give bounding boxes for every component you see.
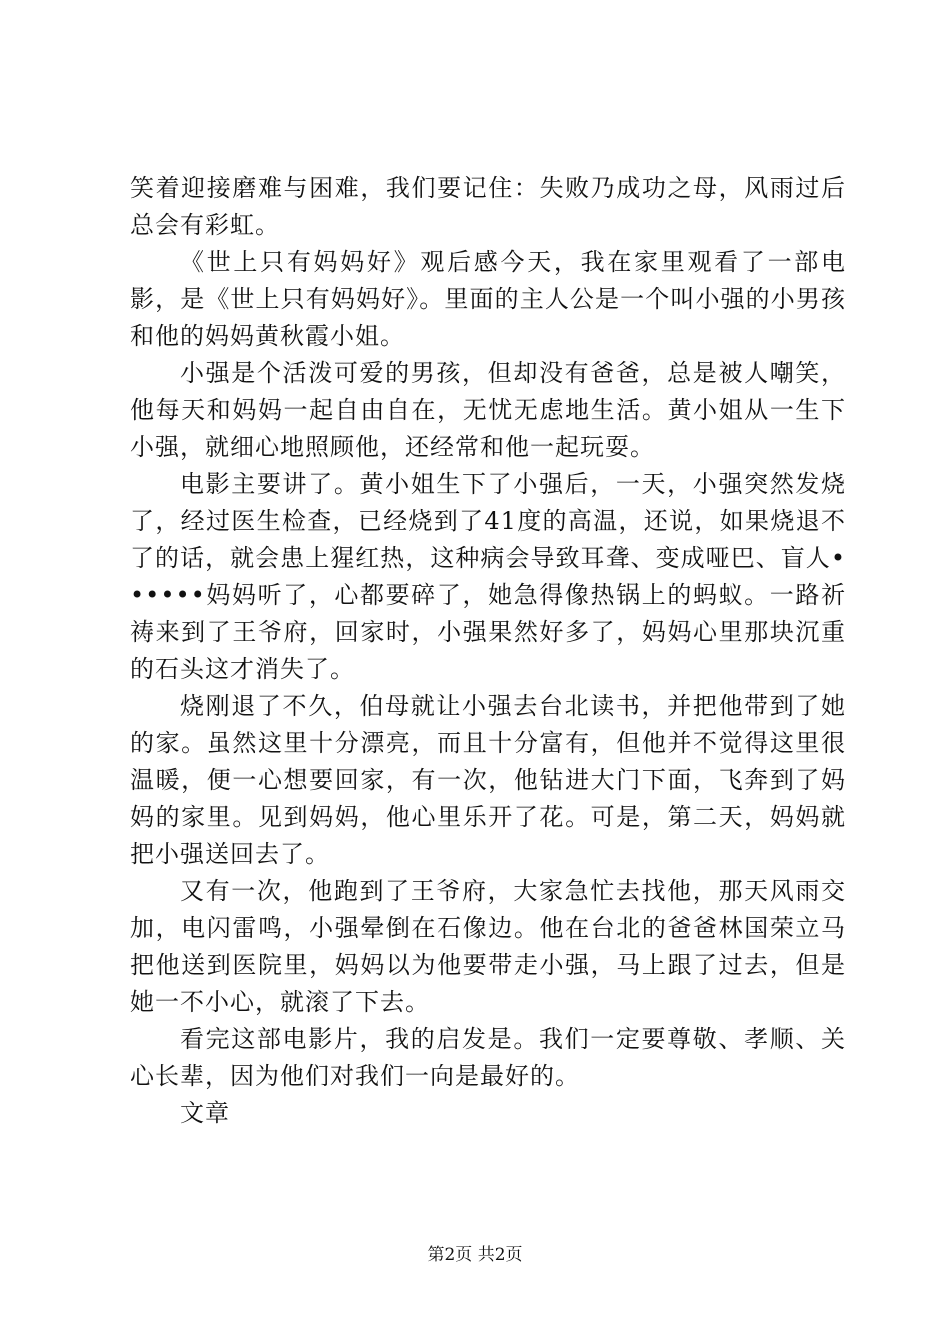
paragraph: 小强是个活泼可爱的男孩，但却没有爸爸，总是被人嘲笑，他每天和妈妈一起自由自在，无忧无虑地生活。黄小姐从一生下小强，就细心地照顾他，还经常和他一起玩耍。 [130, 359, 846, 461]
paragraph: 电影主要讲了。黄小姐生下了小强后，一天，小强突然发烧了，经过医生检查，已经烧到了41度的高温，还说，如果烧退不了的话，就会患上猩红热，这种病会导致耳聋、变成哑巴、盲人••••••妈妈听了，心都要碎了，她急得像热锅上的蚂蚁。一路祈祷来到了王爷府，回家时，小强果然好多了，妈妈心里那块沉重的石头这才消失了。 [130, 470, 846, 683]
paragraph: 《世上只有妈妈好》观后感今天，我在家里观看了一部电影，是《世上只有妈妈好》。里面的主人公是一个叫小强的小男孩和他的妈妈黄秋霞小姐。 [130, 248, 846, 350]
paragraph-trailing: 文章 [180, 1099, 230, 1127]
paragraph: 又有一次，他跑到了王爷府，大家急忙去找他，那天风雨交加，电闪雷鸣，小强晕倒在石像边。他在台北的爸爸林国荣立马把他送到医院里，妈妈以为他要带走小强，马上跟了过去，但是她一不小心，就滚了下去。 [130, 877, 846, 1016]
page-footer: 第2页 共2页 [427, 1245, 523, 1265]
paragraph: 看完这部电影片，我的启发是。我们一定要尊敬、孝顺、关心长辈，因为他们对我们一向是最好的。 [130, 1025, 846, 1090]
paragraph: 烧刚退了不久，伯母就让小强去台北读书，并把他带到了她的家。虽然这里十分漂亮，而且十分富有，但他并不觉得这里很温暖，便一心想要回家，有一次，他钻进大门下面，飞奔到了妈妈的家里。见到妈妈，他心里乐开了花。可是，第二天，妈妈就把小强送回去了。 [130, 692, 846, 868]
paragraph-continued: 笑着迎接磨难与困难，我们要记住：失败乃成功之母，风雨过后总会有彩虹。 [130, 174, 846, 239]
document-body [130, 170, 846, 1132]
